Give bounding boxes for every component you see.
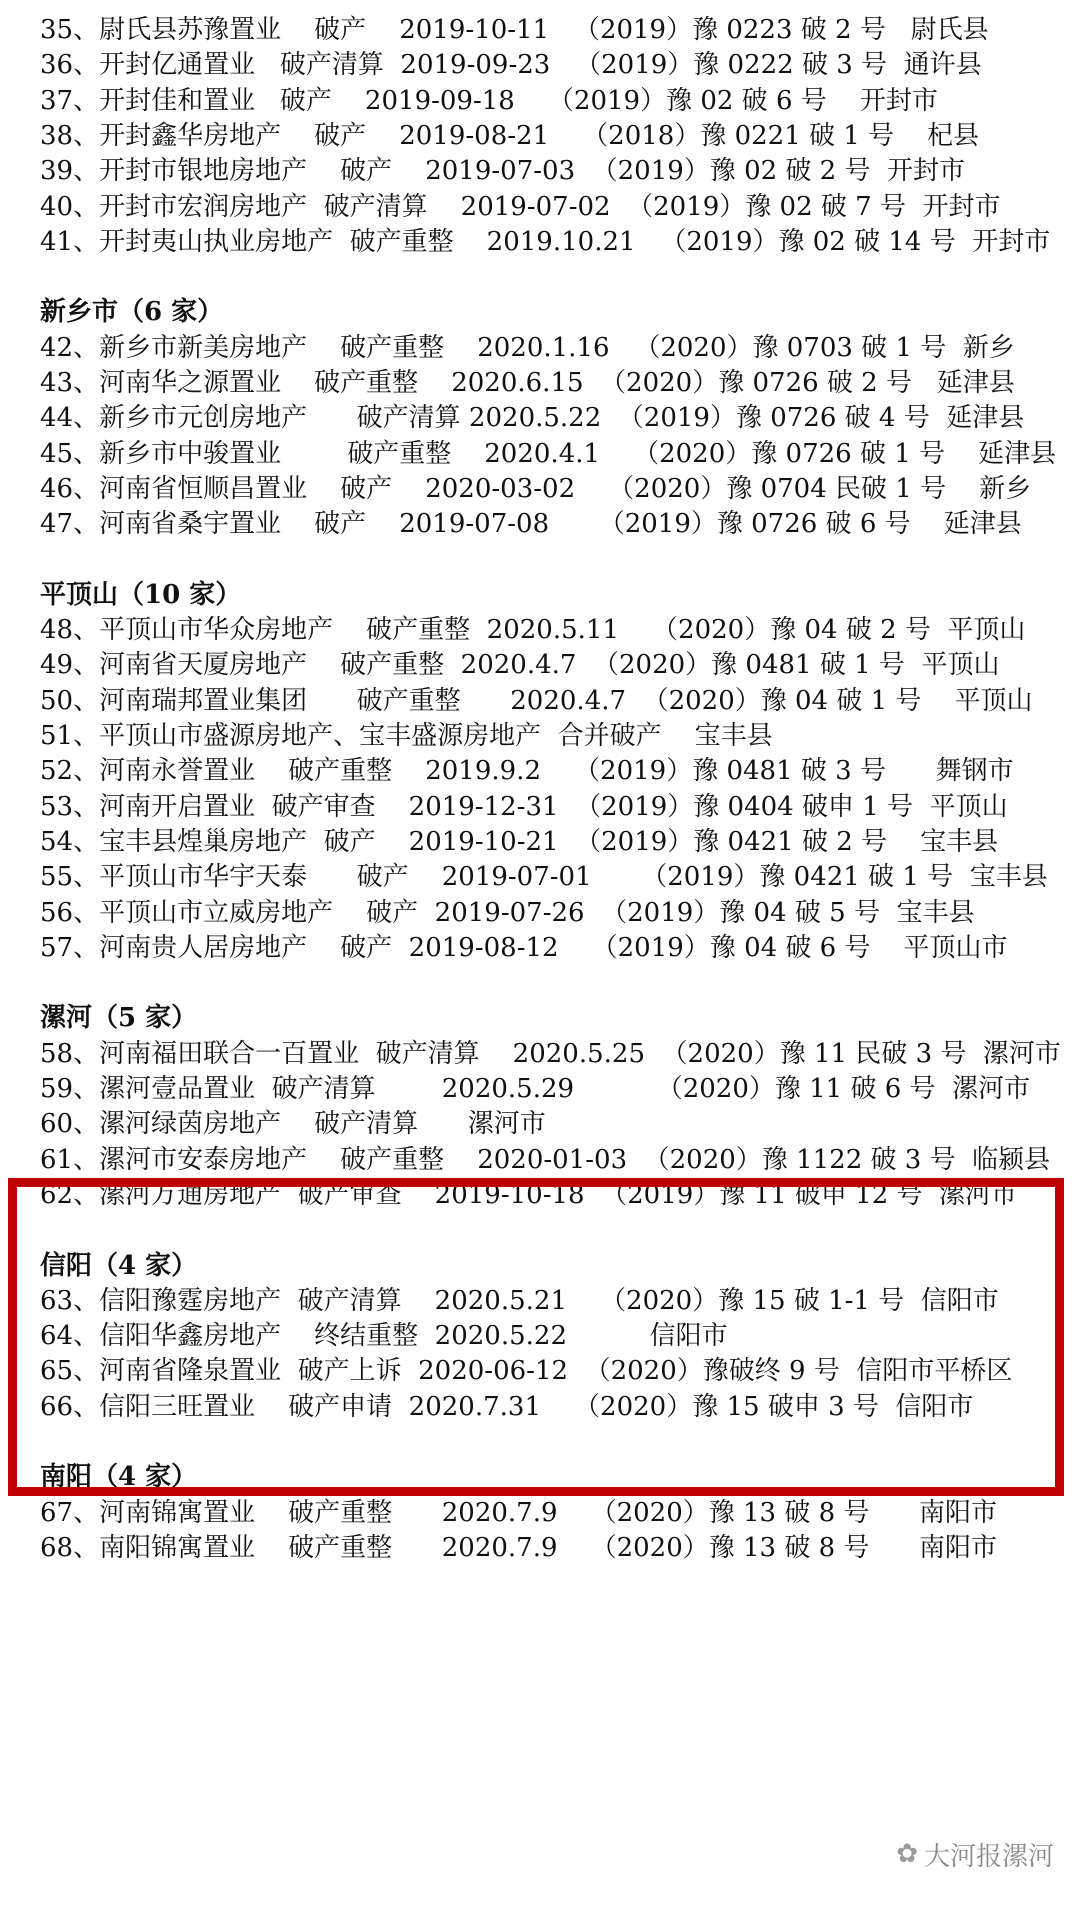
list-item: 40、开封市宏润房地产 破产清算 2019-07-02 （2019）豫 02 破 7 号 开封市: [40, 191, 1001, 222]
section-heading: 信阳（4 家）: [40, 1250, 198, 1281]
section-heading: 新乡市（6 家）: [40, 297, 224, 328]
watermark: [896, 1836, 1054, 1872]
list-item: 36、开封亿通置业 破产清算 2019-09-23 （2019）豫 0222 破 3 号 通许县: [40, 50, 982, 81]
section-heading: 平顶山（10 家）: [40, 579, 242, 610]
list-item: 50、河南瑞邦置业集团 破产重整 2020.4.7 （2020）豫 04 破 1 号 平顶山: [40, 685, 1033, 716]
list-item: 47、河南省桑宇置业 破产 2019-07-08 （2019）豫 0726 破 6 号 延津县: [40, 509, 1022, 540]
wechat-icon: ✿: [896, 1839, 918, 1869]
list-item: 51、平顶山市盛源房地产、宝丰盛源房地产 合并破产 宝丰县: [40, 721, 773, 751]
list-item: 60、漯河绿茵房地产 破产清算 漯河市: [40, 1109, 546, 1140]
list-item: 64、信阳华鑫房地产 终结重整 2020.5.22 信阳市: [40, 1321, 728, 1352]
list-item: 45、新乡市中骏置业 破产重整 2020.4.1 （2020）豫 0726 破 1 号 延津县: [40, 438, 1057, 469]
list-item: 54、宝丰县煌巢房地产 破产 2019-10-21 （2019）豫 0421 破 2 号 宝丰县: [40, 826, 999, 857]
section-heading: 漯河（5 家）: [40, 1003, 198, 1034]
list-item: 65、河南省隆泉置业 破产上诉 2020-06-12 （2020）豫破终 9 号 信阳市平桥区: [40, 1356, 1013, 1387]
list-item: 39、开封市银地房地产 破产 2019-07-03 （2019）豫 02 破 2 号 开封市: [40, 156, 966, 187]
list-item: 37、开封佳和置业 破产 2019-09-18 （2019）豫 02 破 6 号 开封市: [40, 85, 938, 116]
list-item: 46、河南省恒顺昌置业 破产 2020-03-02 （2020）豫 0704 民破 1 号 新乡: [40, 473, 1032, 504]
list-item: 42、新乡市新美房地产 破产重整 2020.1.16 （2020）豫 0703 破 1 号 新乡: [40, 332, 1015, 363]
list-item: 55、平顶山市华宇天泰 破产 2019-07-01 （2019）豫 0421 破 1 号 宝丰县: [40, 862, 1048, 893]
list-item: 57、河南贵人居房地产 破产 2019-08-12 （2019）豫 04 破 6 号 平顶山市: [40, 932, 1008, 963]
list-item: 44、新乡市元创房地产 破产清算 2020.5.22 （2019）豫 0726 破 4 号 延津县: [40, 403, 1025, 434]
list-item: 62、漯河万通房地产 破产审查 2019-10-18 （2019）豫 11 破申 12 号 漯河市: [40, 1179, 1018, 1210]
list-item: 49、河南省天厦房地产 破产重整 2020.4.7 （2020）豫 0481 破 1 号 平顶山: [40, 650, 1000, 681]
list-item: 41、开封夷山执业房地产 破产重整 2019.10.21 （2019）豫 02 破 14 号 开封市: [40, 226, 1051, 257]
list-item: 66、信阳三旺置业 破产申请 2020.7.31 （2020）豫 15 破申 3 号 信阳市: [40, 1391, 974, 1422]
list-item: 56、平顶山市立威房地产 破产 2019-07-26 （2019）豫 04 破 5 号 宝丰县: [40, 897, 975, 928]
list-item: 67、河南锦寓置业 破产重整 2020.7.9 （2020）豫 13 破 8 号 南阳市: [40, 1497, 998, 1528]
list-item: 53、河南开启置业 破产审查 2019-12-31 （2019）豫 0404 破申 1 号 平顶山: [40, 791, 1008, 822]
list-item: 38、开封鑫华房地产 破产 2019-08-21 （2018）豫 0221 破 1 号 杞县: [40, 120, 980, 151]
list-item: 63、信阳豫霆房地产 破产清算 2020.5.21 （2020）豫 15 破 1-1 号 信阳市: [40, 1285, 999, 1316]
list-item: 58、河南福田联合一百置业 破产清算 2020.5.25 （2020）豫 11 民破 3 号 漯河市: [40, 1038, 1061, 1069]
list-item: 59、漯河壹品置业 破产清算 2020.5.29 （2020）豫 11 破 6 号 漯河市: [40, 1074, 1031, 1104]
list-item: 48、平顶山市华众房地产 破产重整 2020.5.11 （2020）豫 04 破 2 号 平顶山: [40, 615, 1026, 646]
list-item: 61、漯河市安泰房地产 破产重整 2020-01-03 （2020）豫 1122 破 3 号 临颍县: [40, 1144, 1051, 1175]
highlight-box-luohe: [8, 1178, 1064, 1496]
list-item: 35、尉氏县苏豫置业 破产 2019-10-11 （2019）豫 0223 破 2 号 尉氏县: [40, 15, 989, 45]
watermark-text: 大河报漯河: [923, 1841, 1054, 1872]
section-heading: 南阳（4 家）: [40, 1462, 198, 1493]
list-item: 52、河南永誉置业 破产重整 2019.9.2 （2019）豫 0481 破 3 号 舞钢市: [40, 756, 1014, 787]
list-item: 68、南阳锦寓置业 破产重整 2020.7.9 （2020）豫 13 破 8 号 南阳市: [40, 1532, 998, 1563]
list-item: 43、河南华之源置业 破产重整 2020.6.15 （2020）豫 0726 破 2 号 延津县: [40, 368, 1015, 398]
